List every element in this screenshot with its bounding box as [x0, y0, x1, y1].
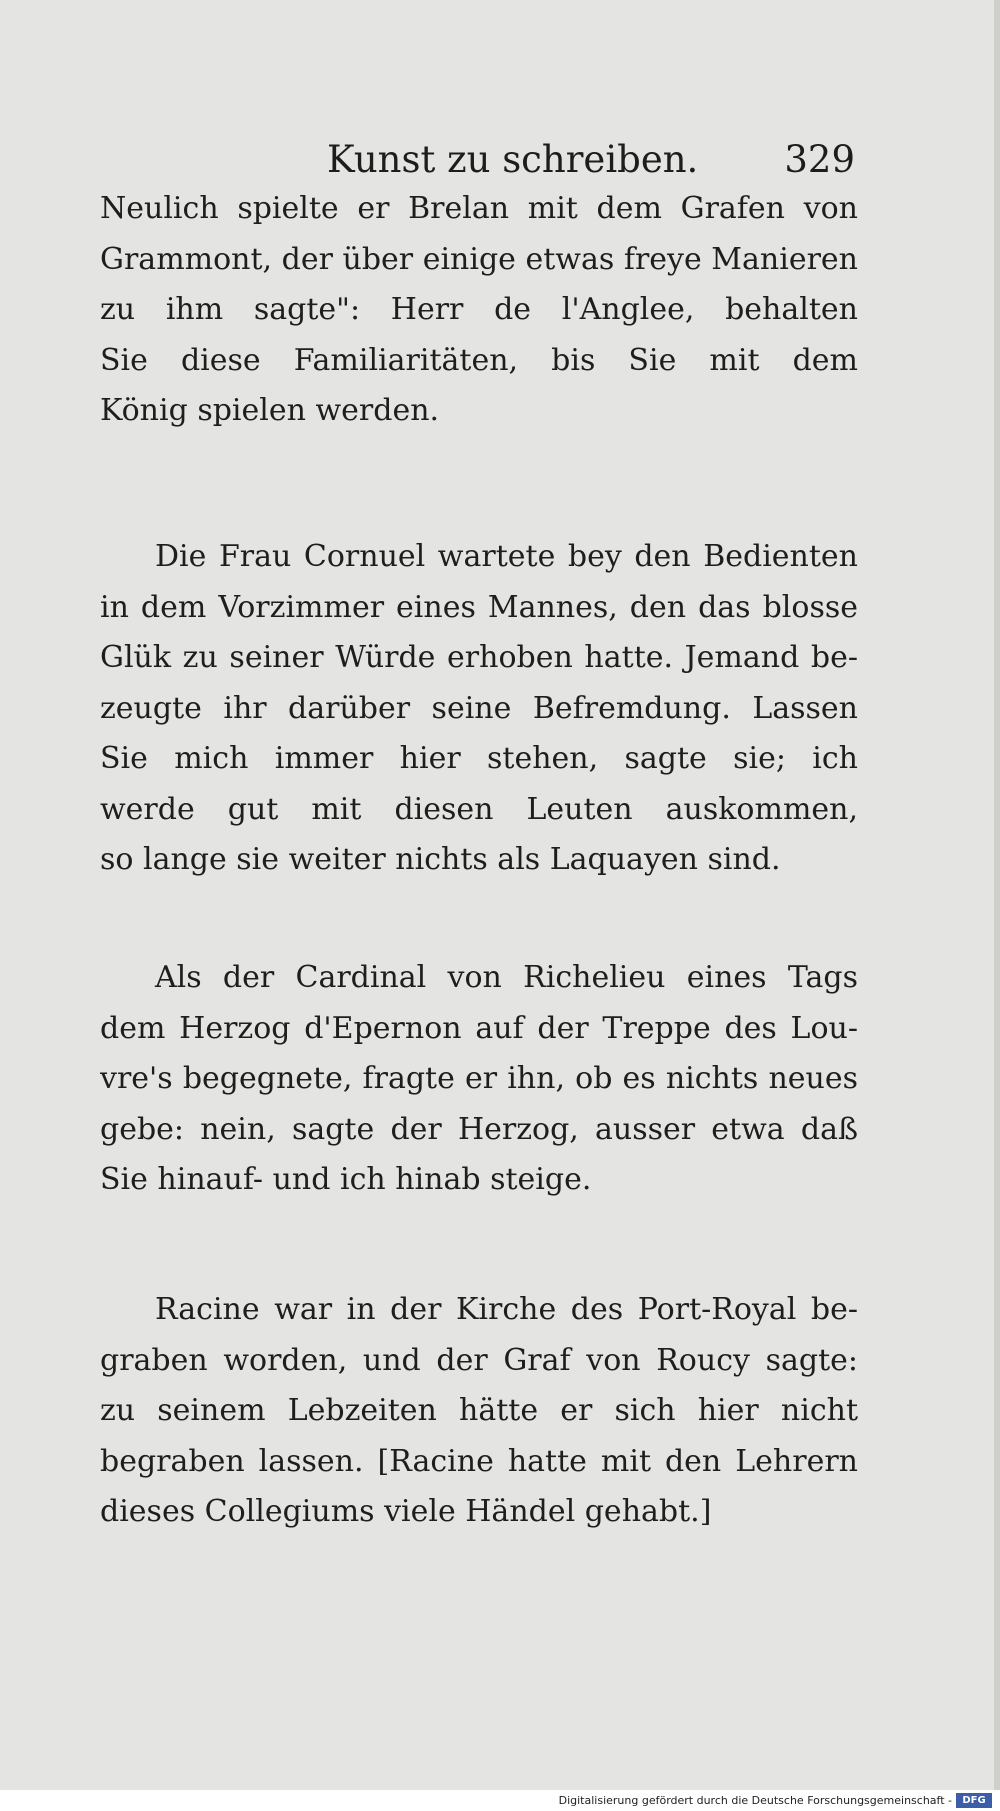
text-line: graben worden, und der Graf von Roucy sagte: [100, 1342, 858, 1378]
text-line: dieses Collegiums viele Händel gehabt.] [100, 1494, 712, 1529]
text-line: begraben lassen. [Racine hatte mit den Lehrern [100, 1443, 858, 1479]
text-line: so lange sie weiter nichts als Laquayen sind. [100, 842, 781, 877]
funding-credit: Digitalisierung gefördert durch die Deutsche Forschungsgemeinschaft - [558, 1794, 952, 1807]
paragraph-2 [100, 532, 858, 886]
paragraph-4 [100, 1285, 858, 1538]
text-line: Glük zu seiner Würde erhoben hatte. Jemand be- [100, 640, 858, 675]
text-line: zu ihm sagte": Herr de l'Anglee, behalten [100, 292, 858, 327]
running-title: Kunst zu schreiben. [327, 138, 699, 181]
page-header [95, 138, 855, 188]
text-line: Sie hinauf- und ich hinab steige. [100, 1162, 592, 1197]
text-line: in dem Vorzimmer eines Mannes, den das blosse [100, 589, 858, 625]
paragraph-3 [100, 953, 858, 1206]
text-line: gebe: nein, sagte der Herzog, ausser etwa daß [100, 1111, 858, 1147]
text-line: dem Herzog d'Epernon auf der Treppe des Lou- [100, 1010, 858, 1046]
text-line: Sie mich immer hier stehen, sagte sie; ich [100, 741, 858, 776]
text-line: Racine war in der Kirche des Port-Royal be- [155, 1292, 858, 1327]
page-number: 329 [784, 138, 855, 181]
text-line: Sie diese Familiaritäten, bis Sie mit dem [100, 342, 858, 378]
page-edge [994, 0, 1000, 1790]
digitization-footer [0, 1790, 1000, 1811]
dfg-logo: DFG [956, 1793, 992, 1808]
text-line: werde gut mit diesen Leuten auskommen, [100, 791, 858, 827]
text-line: König spielen werden. [100, 393, 440, 428]
text-line: zeugte ihr darüber seine Befremdung. Lassen [100, 690, 858, 726]
text-line: zu seinem Lebzeiten hätte er sich hier nicht [100, 1393, 858, 1428]
paragraph-1 [100, 184, 858, 437]
text-line: Die Frau Cornuel wartete bey den Bedienten [155, 539, 858, 574]
text-line: vre's begegnete, fragte er ihn, ob es nichts neues [100, 1061, 858, 1096]
text-line: Neulich spielte er Brelan mit dem Grafen von [100, 191, 858, 226]
text-line: Grammont, der über einige etwas freye Manieren [100, 241, 858, 277]
text-line: Als der Cardinal von Richelieu eines Tags [155, 960, 858, 995]
